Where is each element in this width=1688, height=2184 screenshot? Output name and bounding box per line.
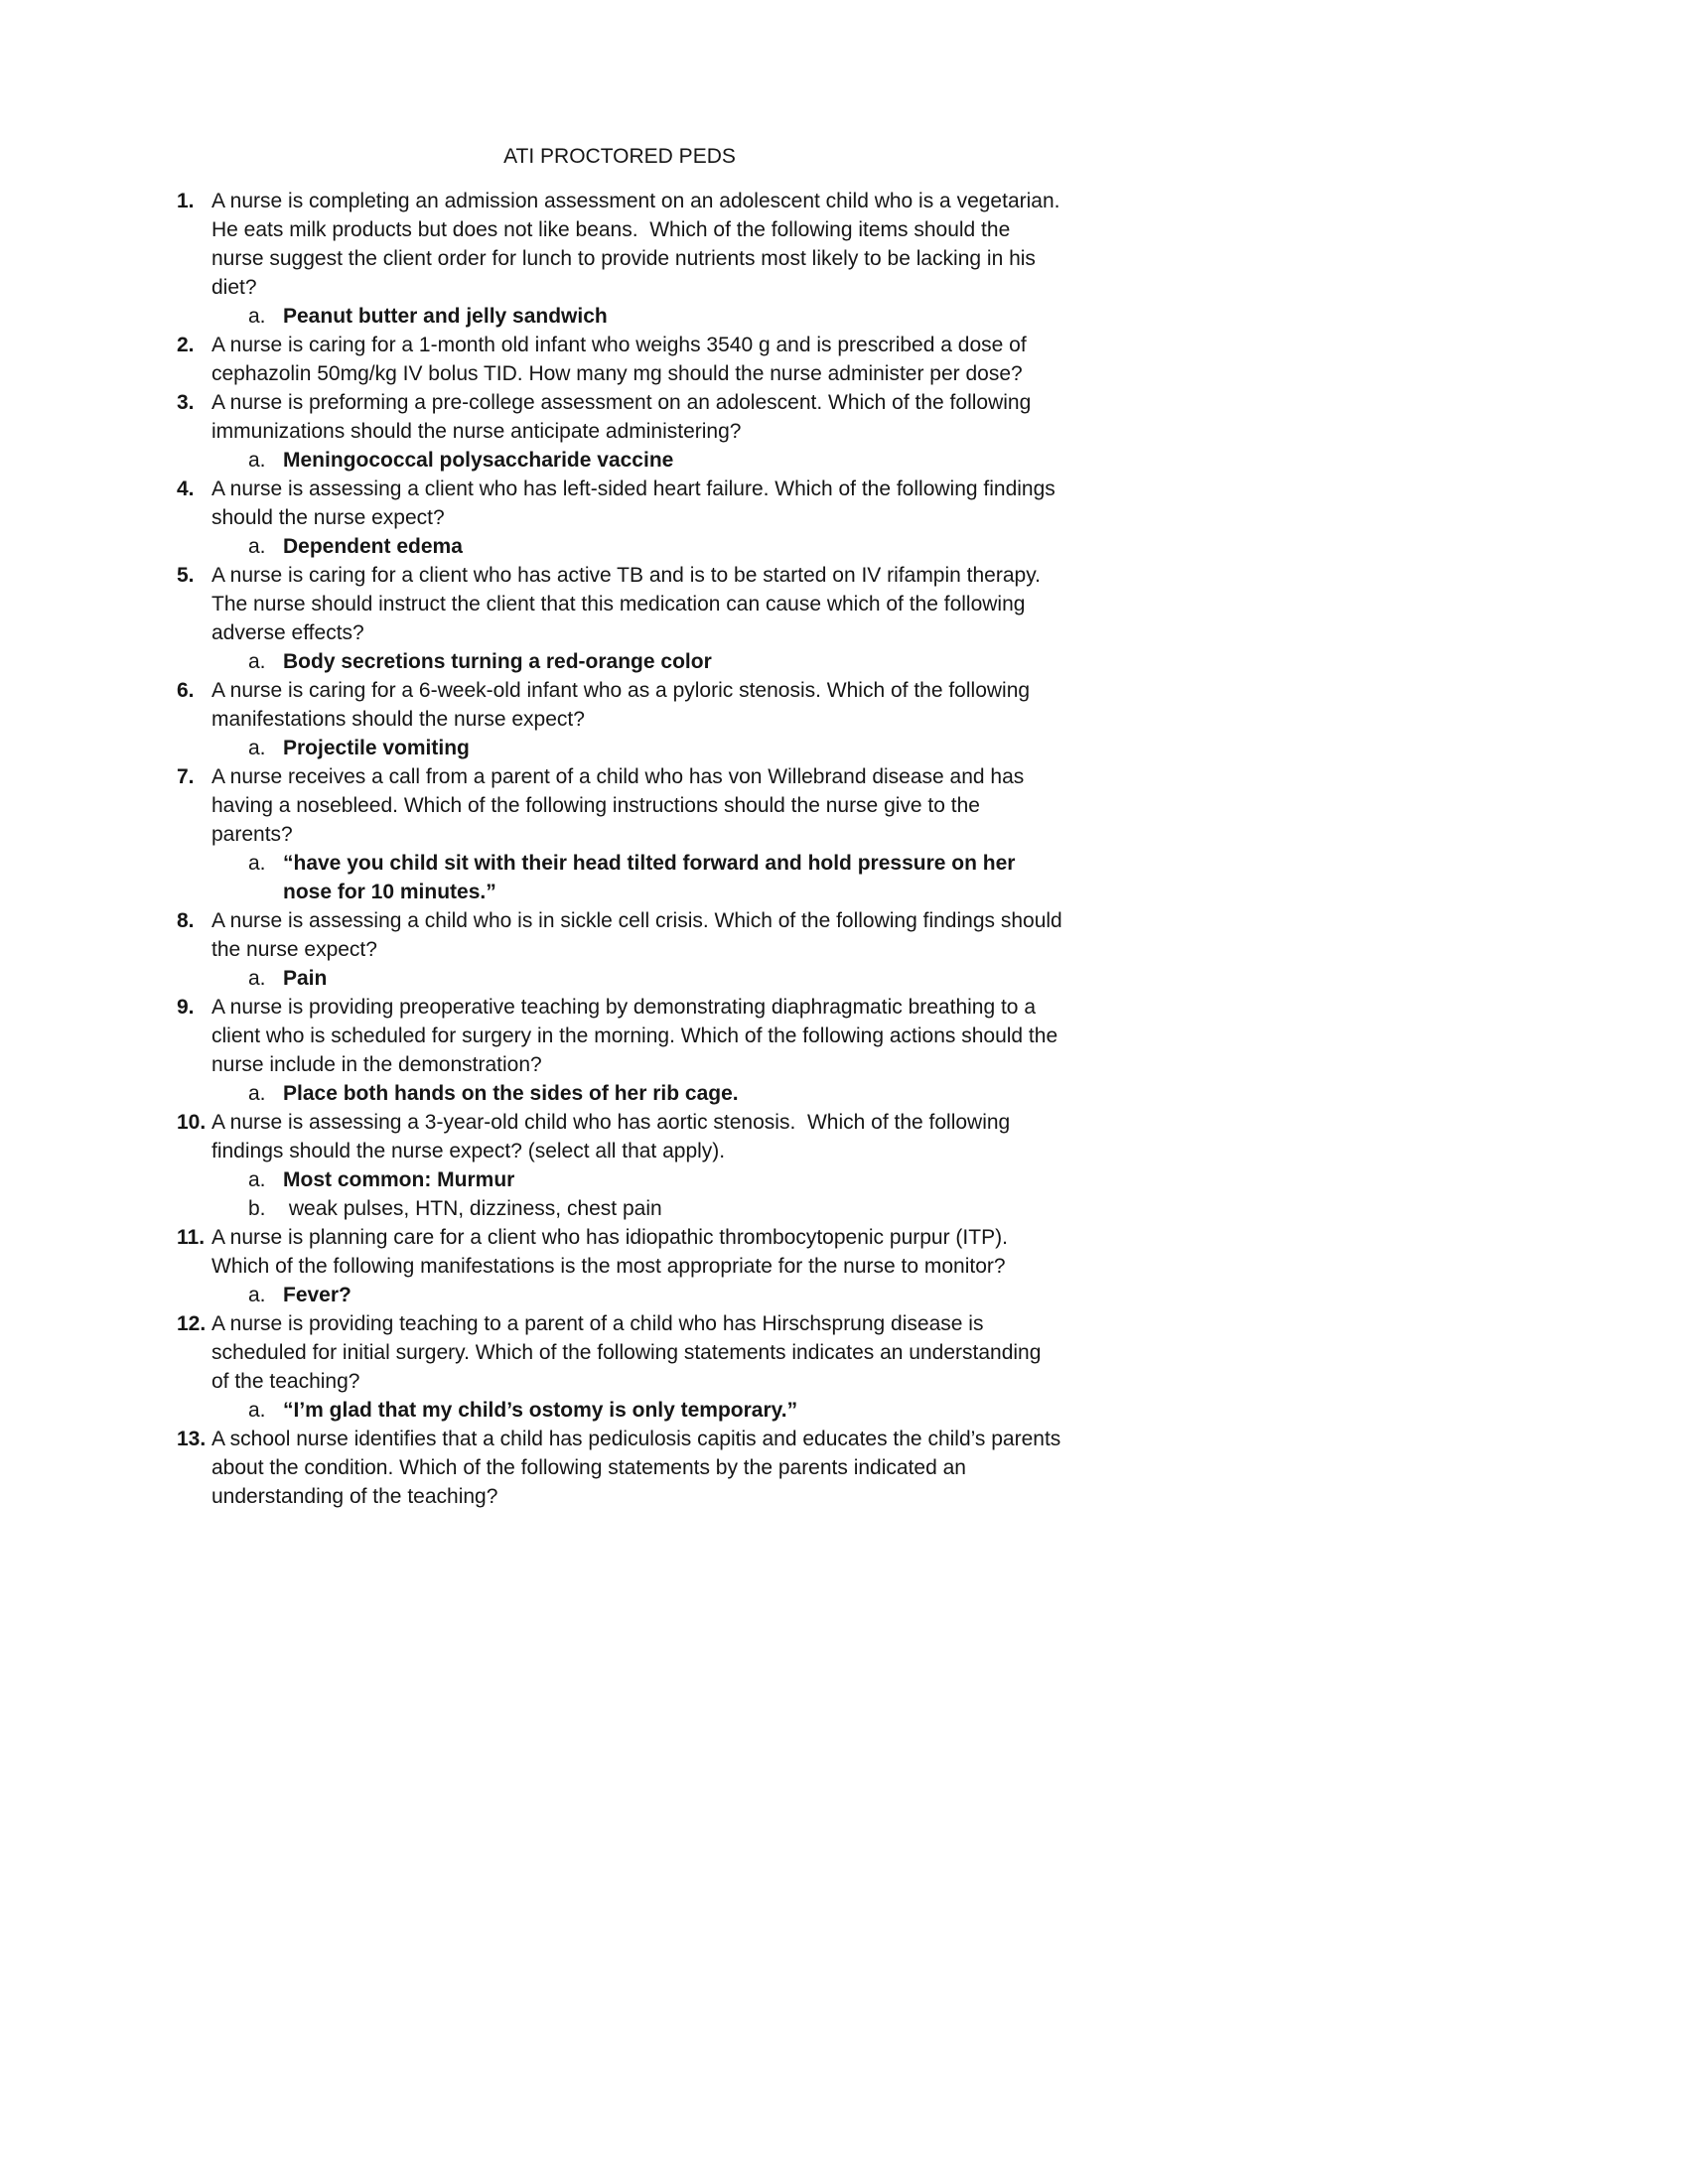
answer-item xyxy=(248,302,1062,331)
question-item xyxy=(177,993,1062,1108)
answer-letter: a. xyxy=(248,852,266,875)
answer-letter: a. xyxy=(248,737,266,759)
answer-item xyxy=(248,734,1062,762)
question-item xyxy=(177,762,1062,906)
answer-letter: a. xyxy=(248,1399,266,1422)
question-body xyxy=(211,187,1072,331)
question-text: A nurse is caring for a 6-week-old infant who as a pyloric stenosis. Which of the following manifestations should the nurse expect? xyxy=(211,679,1036,731)
question-body xyxy=(211,762,1062,906)
answer-item xyxy=(248,647,1062,676)
answer-text: Projectile vomiting xyxy=(283,737,470,759)
question-text: A nurse is providing teaching to a parent of a child who has Hirschsprung disease is scheduled for initial surgery. Which of the following statements indicates an understanding of the teaching? xyxy=(211,1312,1048,1393)
question-body xyxy=(211,1108,1062,1223)
question-item xyxy=(177,388,1062,475)
answer-item xyxy=(248,849,1062,906)
answer-letter: a. xyxy=(248,1168,266,1191)
answer-text: Meningococcal polysaccharide vaccine xyxy=(283,449,674,472)
answer-text: Fever? xyxy=(283,1284,352,1306)
question-number: 12. xyxy=(177,1312,207,1335)
question-body xyxy=(211,1309,1062,1425)
question-number: 13. xyxy=(177,1428,207,1450)
question-text: A nurse is assessing a 3-year-old child who has aortic stenosis. Which of the following findings should the nurse expect? (select all that apply). xyxy=(211,1111,1017,1162)
question-text: A nurse is assessing a client who has left-sided heart failure. Which of the following findings should the nurse expect? xyxy=(211,478,1061,529)
question-body xyxy=(211,993,1062,1108)
question-body xyxy=(211,1425,1067,1511)
answer-text: Place both hands on the sides of her rib cage. xyxy=(283,1082,739,1105)
answer-item xyxy=(248,1079,1062,1108)
question-text: A nurse is preforming a pre-college assessment on an adolescent. Which of the following immunizations should the nurse anticipate administering? xyxy=(211,391,1038,443)
answer-text: Dependent edema xyxy=(283,535,463,558)
question-item xyxy=(177,906,1068,993)
answer-item xyxy=(248,1281,1062,1309)
question-number: 6. xyxy=(177,679,195,702)
document-title: ATI PROCTORED PEDS xyxy=(503,145,736,168)
question-item xyxy=(177,1425,1067,1511)
question-number: 8. xyxy=(177,909,195,932)
answer-letter: a. xyxy=(248,305,266,328)
question-number: 11. xyxy=(177,1226,206,1249)
question-body xyxy=(211,388,1062,475)
answer-letter: b. xyxy=(248,1197,266,1220)
question-item xyxy=(177,187,1072,331)
answer-item xyxy=(248,446,1062,475)
question-number: 9. xyxy=(177,996,195,1019)
question-item xyxy=(177,331,1062,388)
question-list xyxy=(177,187,1072,1511)
answer-letter: a. xyxy=(248,449,266,472)
question-text: A nurse is completing an admission assessment on an adolescent child who is a vegetarian. He eats milk products but does not like beans. Which of the following items should the nurse suggest the client order for lunch to provide nutrients most likely to be lacking in his diet? xyxy=(211,190,1072,299)
question-item xyxy=(177,1223,1062,1309)
question-number: 7. xyxy=(177,765,195,788)
answer-text: Peanut butter and jelly sandwich xyxy=(283,305,608,328)
answer-letter: a. xyxy=(248,967,266,990)
question-text: A nurse receives a call from a parent of a child who has von Willebrand disease and has having a nosebleed. Which of the following instructions should the nurse give to the parents? xyxy=(211,765,1031,846)
question-number: 2. xyxy=(177,334,195,356)
question-item xyxy=(177,676,1062,762)
answer-text: Pain xyxy=(283,967,328,990)
answer-text: weak pulses, HTN, dizziness, chest pain xyxy=(283,1197,662,1220)
question-text: A school nurse identifies that a child has pediculosis capitis and educates the child’s parents about the condition. Which of the following statements by the parents indicated an understanding of the teaching? xyxy=(211,1428,1067,1508)
answer-text: “I’m glad that my child’s ostomy is only temporary.” xyxy=(283,1399,798,1422)
answer-letter: a. xyxy=(248,535,266,558)
answer-item xyxy=(248,1165,1062,1194)
answer-item xyxy=(248,1396,1062,1425)
question-text: A nurse is caring for a 1-month old infant who weighs 3540 g and is prescribed a dose of cephazolin 50mg/kg IV bolus TID. How many mg should the nurse administer per dose? xyxy=(211,334,1033,385)
answer-item xyxy=(248,532,1062,561)
answer-text: Most common: Murmur xyxy=(283,1168,515,1191)
question-number: 10. xyxy=(177,1111,207,1134)
question-text: A nurse is planning care for a client who has idiopathic thrombocytopenic purpur (ITP). Which of the following manifestations is the most appropriate for the nurse to monitor? xyxy=(211,1226,1014,1278)
question-number: 5. xyxy=(177,564,195,587)
document-page xyxy=(0,0,1072,1511)
question-body xyxy=(211,475,1062,561)
question-body xyxy=(211,906,1068,993)
answer-letter: a. xyxy=(248,1284,266,1306)
question-text: A nurse is assessing a child who is in sickle cell crisis. Which of the following findings should the nurse expect? xyxy=(211,909,1068,961)
question-text: A nurse is providing preoperative teaching by demonstrating diaphragmatic breathing to a client who is scheduled for surgery in the morning. Which of the following actions should the nurse include in the demonstration? xyxy=(211,996,1063,1076)
question-body xyxy=(211,561,1062,676)
question-item xyxy=(177,1108,1062,1223)
question-body xyxy=(211,676,1062,762)
answer-text: “have you child sit with their head tilted forward and hold pressure on her nose for 10 minutes.” xyxy=(283,852,1022,903)
answer-item xyxy=(248,964,1062,993)
answer-text: Body secretions turning a red-orange color xyxy=(283,650,712,673)
question-body xyxy=(211,1223,1062,1309)
question-body xyxy=(211,331,1062,388)
answer-item xyxy=(248,1194,1062,1223)
question-number: 3. xyxy=(177,391,195,414)
question-item xyxy=(177,475,1062,561)
question-text: A nurse is caring for a client who has active TB and is to be started on IV rifampin therapy. The nurse should instruct the client that this medication can cause which of the following adverse effects? xyxy=(211,564,1053,644)
answer-letter: a. xyxy=(248,650,266,673)
question-number: 1. xyxy=(177,190,195,212)
question-item xyxy=(177,561,1062,676)
question-item xyxy=(177,1309,1062,1425)
answer-letter: a. xyxy=(248,1082,266,1105)
question-number: 4. xyxy=(177,478,195,500)
